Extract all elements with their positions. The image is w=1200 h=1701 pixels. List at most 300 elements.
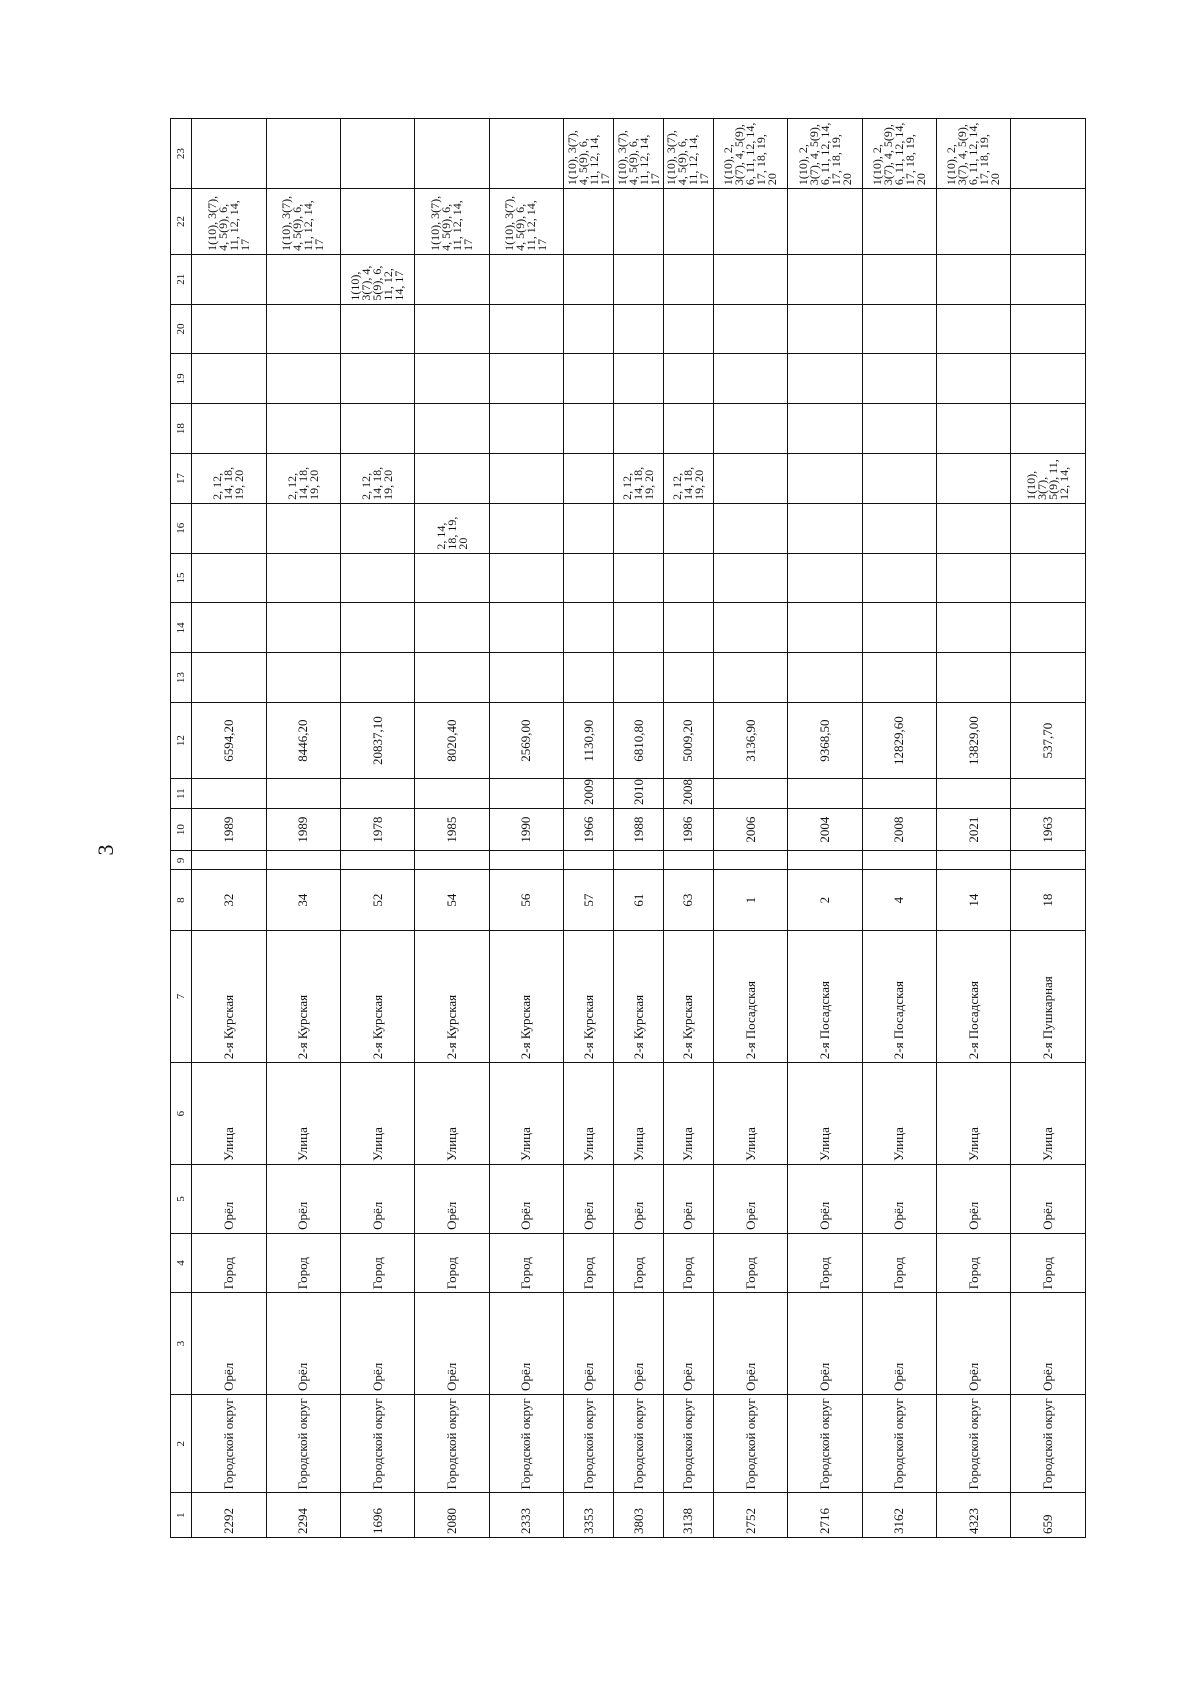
table-cell: 2, 12, 14, 18, 19, 20	[614, 454, 664, 504]
table-cell	[713, 404, 787, 454]
table-cell	[266, 119, 340, 189]
table-row	[937, 119, 1011, 1538]
table-cell: 4	[862, 870, 936, 930]
table-cell	[266, 653, 340, 703]
table-cell	[788, 354, 862, 404]
table-cell	[664, 653, 714, 703]
table-cell: 2, 12, 14, 18, 19, 20	[341, 454, 415, 504]
table-cell	[1011, 503, 1086, 553]
table-cell	[1011, 189, 1086, 255]
table-cell: Орёл	[713, 1165, 787, 1234]
table-cell	[564, 354, 614, 404]
table-cell	[664, 354, 714, 404]
table-cell: 14	[937, 870, 1011, 930]
table-cell	[614, 304, 664, 354]
table-cell	[713, 653, 787, 703]
table-cell: 32	[192, 870, 266, 930]
table-cell: Городской округ	[862, 1394, 936, 1493]
column-header: 18	[171, 404, 192, 454]
table-cell	[664, 304, 714, 354]
table-cell: 1(10), 3(7), 4, 5(9), 6, 11, 12, 14, 17	[341, 254, 415, 304]
column-header: 11	[171, 779, 192, 809]
table-cell	[415, 254, 489, 304]
table-cell	[788, 603, 862, 653]
table-cell	[664, 254, 714, 304]
table-cell: Улица	[489, 1063, 563, 1165]
table-cell: Орёл	[192, 1165, 266, 1234]
table-cell: 2, 12, 14, 18, 19, 20	[192, 454, 266, 504]
table-row	[788, 119, 862, 1538]
table-cell	[937, 653, 1011, 703]
table-cell: Город	[862, 1233, 936, 1292]
table-cell	[937, 189, 1011, 255]
table-cell: Орёл	[1011, 1165, 1086, 1234]
table-cell	[415, 779, 489, 809]
table-cell	[1011, 653, 1086, 703]
table-cell: Улица	[341, 1063, 415, 1165]
table-cell	[937, 404, 1011, 454]
table-cell	[489, 354, 563, 404]
table-cell	[1011, 254, 1086, 304]
table-cell: Орёл	[862, 1165, 936, 1234]
table-cell	[614, 254, 664, 304]
table-cell	[341, 603, 415, 653]
table-cell: 1986	[664, 808, 714, 850]
table-cell: Орёл	[788, 1165, 862, 1234]
column-header: 10	[171, 808, 192, 850]
table-cell	[614, 851, 664, 870]
table-cell: 1(10), 2, 3(7), 4, 5(9), 6, 11, 12, 14, 17, 18, 19, 20	[937, 119, 1011, 189]
table-cell: 13829,00	[937, 703, 1011, 779]
table-cell: Городской округ	[489, 1394, 563, 1493]
table-cell	[862, 189, 936, 255]
table-cell: 1(10), 3(7), 4, 5(9), 6, 11, 12, 14, 17	[415, 189, 489, 255]
table-cell: Орёл	[266, 1165, 340, 1234]
table-cell: Городской округ	[564, 1394, 614, 1493]
table-cell	[713, 189, 787, 255]
table-row	[415, 119, 489, 1538]
table-cell	[564, 553, 614, 603]
table-cell: 1978	[341, 808, 415, 850]
table-cell	[489, 454, 563, 504]
column-header: 9	[171, 851, 192, 870]
table-cell	[266, 404, 340, 454]
table-cell: 6810,80	[614, 703, 664, 779]
page-number: 3	[93, 844, 118, 856]
table-cell: 2-я Курская	[664, 930, 714, 1062]
column-header: 17	[171, 454, 192, 504]
table-cell	[192, 354, 266, 404]
table-cell	[862, 653, 936, 703]
table-cell: 2716	[788, 1493, 862, 1538]
table-cell	[1011, 304, 1086, 354]
table-cell	[415, 851, 489, 870]
table-cell	[192, 653, 266, 703]
column-header: 14	[171, 603, 192, 653]
column-header: 7	[171, 930, 192, 1062]
column-header: 1	[171, 1493, 192, 1538]
table-cell: 8446,20	[266, 703, 340, 779]
table-cell: 2-я Посадская	[788, 930, 862, 1062]
table-cell: 1(10), 3(7), 4, 5(9), 6, 11, 12, 14, 17	[489, 189, 563, 255]
table-row	[614, 119, 664, 1538]
table-cell	[664, 189, 714, 255]
table-cell	[564, 189, 614, 255]
table-cell	[862, 454, 936, 504]
table-cell: Орёл	[489, 1293, 563, 1395]
table-cell	[341, 119, 415, 189]
table-cell: Орёл	[341, 1293, 415, 1395]
table-cell: 2	[788, 870, 862, 930]
table-cell	[341, 779, 415, 809]
table-cell: 3138	[664, 1493, 714, 1538]
table-cell	[664, 553, 714, 603]
table-cell	[192, 119, 266, 189]
table-cell	[862, 254, 936, 304]
table-cell	[192, 603, 266, 653]
table-cell	[266, 779, 340, 809]
table-row	[862, 119, 936, 1538]
table-cell: Городской округ	[713, 1394, 787, 1493]
table-cell: 2-я Курская	[489, 930, 563, 1062]
table-cell: Улица	[664, 1063, 714, 1165]
table-cell	[788, 454, 862, 504]
table-cell: Город	[664, 1233, 714, 1292]
table-row	[564, 119, 614, 1538]
table-cell	[341, 503, 415, 553]
table-cell: 1696	[341, 1493, 415, 1538]
table-cell	[664, 851, 714, 870]
table-cell	[341, 189, 415, 255]
table-cell: 3136,90	[713, 703, 787, 779]
table-cell: Улица	[862, 1063, 936, 1165]
table-cell	[564, 603, 614, 653]
table-cell	[564, 404, 614, 454]
table-cell: Улица	[614, 1063, 664, 1165]
table-cell: Орёл	[664, 1165, 714, 1234]
table-cell: Орёл	[192, 1293, 266, 1395]
table-cell: 54	[415, 870, 489, 930]
table-cell: Орёл	[614, 1165, 664, 1234]
table-cell	[489, 404, 563, 454]
table-cell	[489, 603, 563, 653]
table-cell	[713, 503, 787, 553]
table-cell: 1(10), 3(7), 4, 5(9), 6, 11, 12, 14, 17	[564, 119, 614, 189]
column-header: 6	[171, 1063, 192, 1165]
table-cell: Улица	[415, 1063, 489, 1165]
table-cell	[192, 254, 266, 304]
table-cell: 1130,90	[564, 703, 614, 779]
table-cell: Город	[614, 1233, 664, 1292]
table-cell	[192, 553, 266, 603]
table-cell: Город	[788, 1233, 862, 1292]
table-cell	[937, 354, 1011, 404]
table-cell: 1(10), 3(7), 4, 5(9), 6, 11, 12, 14, 17	[664, 119, 714, 189]
table-cell: 3353	[564, 1493, 614, 1538]
table-cell	[788, 653, 862, 703]
table-cell: 2, 12, 14, 18, 19, 20	[266, 454, 340, 504]
table-cell	[415, 354, 489, 404]
table-cell: Улица	[937, 1063, 1011, 1165]
table-cell	[415, 653, 489, 703]
table-cell: 1(10), 2, 3(7), 4, 5(9), 6, 11, 12, 14, 17, 18, 19, 20	[713, 119, 787, 189]
table-cell: 61	[614, 870, 664, 930]
table-cell: 659	[1011, 1493, 1086, 1538]
table-cell: Улица	[266, 1063, 340, 1165]
table-cell	[1011, 404, 1086, 454]
table-cell	[937, 304, 1011, 354]
column-header: 23	[171, 119, 192, 189]
table-cell	[788, 404, 862, 454]
table-cell: 2080	[415, 1493, 489, 1538]
column-header: 20	[171, 304, 192, 354]
column-header: 2	[171, 1394, 192, 1493]
table-cell	[1011, 553, 1086, 603]
table-cell: 3803	[614, 1493, 664, 1538]
table-cell	[564, 851, 614, 870]
table-row	[341, 119, 415, 1538]
table-cell	[341, 553, 415, 603]
table-cell: 4323	[937, 1493, 1011, 1538]
table-cell	[862, 304, 936, 354]
table-cell	[937, 503, 1011, 553]
table-cell	[664, 603, 714, 653]
table-cell: 2004	[788, 808, 862, 850]
registry-table	[170, 118, 1086, 1538]
table-cell: Город	[341, 1233, 415, 1292]
table-row	[192, 119, 266, 1538]
table-cell: Городской округ	[415, 1394, 489, 1493]
table-cell: Улица	[192, 1063, 266, 1165]
table-cell: 6594,20	[192, 703, 266, 779]
table-cell: 9368,50	[788, 703, 862, 779]
table-cell: Орёл	[937, 1293, 1011, 1395]
table-cell: 2-я Курская	[341, 930, 415, 1062]
table-cell	[341, 653, 415, 703]
table-cell	[614, 354, 664, 404]
table-cell	[489, 553, 563, 603]
table-cell	[713, 851, 787, 870]
table-cell: 2010	[614, 779, 664, 809]
column-header: 3	[171, 1293, 192, 1395]
table-cell: 63	[664, 870, 714, 930]
column-header: 16	[171, 503, 192, 553]
table-cell: Орёл	[489, 1165, 563, 1234]
table-cell: 2-я Посадская	[862, 930, 936, 1062]
table-cell	[415, 603, 489, 653]
table-cell: 2-я Курская	[415, 930, 489, 1062]
table-cell: Орёл	[937, 1165, 1011, 1234]
table-cell: 18	[1011, 870, 1086, 930]
table-cell: 1(10), 3(7), 4, 5(9), 6, 11, 12, 14, 17	[614, 119, 664, 189]
table-cell: Городской округ	[937, 1394, 1011, 1493]
table-cell	[614, 653, 664, 703]
registry-table-sheet	[170, 118, 1086, 1538]
table-cell: 5009,20	[664, 703, 714, 779]
column-header: 15	[171, 553, 192, 603]
table-cell	[341, 354, 415, 404]
table-cell	[266, 503, 340, 553]
table-cell: Орёл	[415, 1293, 489, 1395]
table-cell: Город	[266, 1233, 340, 1292]
table-cell: Городской округ	[664, 1394, 714, 1493]
table-cell	[266, 354, 340, 404]
table-cell	[415, 304, 489, 354]
table-cell	[614, 603, 664, 653]
table-cell	[713, 553, 787, 603]
table-cell: 2-я Курская	[564, 930, 614, 1062]
table-cell	[192, 779, 266, 809]
table-cell	[489, 304, 563, 354]
table-cell: 1(10), 3(7), 5(9), 11, 12, 14,	[1011, 454, 1086, 504]
table-cell: Город	[713, 1233, 787, 1292]
table-cell: 1(10), 3(7), 4, 5(9), 6, 11, 12, 14, 17	[192, 189, 266, 255]
table-cell: 1966	[564, 808, 614, 850]
table-cell	[266, 851, 340, 870]
table-cell: Орёл	[664, 1293, 714, 1395]
table-cell: 1963	[1011, 808, 1086, 850]
table-cell	[713, 304, 787, 354]
table-cell: Орёл	[564, 1165, 614, 1234]
table-cell	[614, 503, 664, 553]
table-cell	[788, 304, 862, 354]
table-cell: 2-я Пушкарная	[1011, 930, 1086, 1062]
table-cell	[1011, 119, 1086, 189]
table-cell: 1988	[614, 808, 664, 850]
table-cell	[564, 254, 614, 304]
table-cell: 8020,40	[415, 703, 489, 779]
table-cell	[192, 851, 266, 870]
table-cell	[564, 304, 614, 354]
table-cell	[1011, 354, 1086, 404]
column-header: 4	[171, 1233, 192, 1292]
table-cell: 57	[564, 870, 614, 930]
table-cell: Городской округ	[266, 1394, 340, 1493]
table-cell	[415, 119, 489, 189]
table-row	[713, 119, 787, 1538]
table-cell	[614, 189, 664, 255]
column-header: 13	[171, 653, 192, 703]
table-cell	[862, 603, 936, 653]
table-cell	[664, 404, 714, 454]
table-cell	[341, 404, 415, 454]
table-cell: 2006	[713, 808, 787, 850]
table-cell: 2, 14, 18, 19, 20	[415, 503, 489, 553]
table-cell	[713, 254, 787, 304]
table-cell: 2021	[937, 808, 1011, 850]
table-cell	[788, 254, 862, 304]
table-cell: 2008	[862, 808, 936, 850]
table-cell	[415, 454, 489, 504]
table-cell: 20837,10	[341, 703, 415, 779]
table-cell: Город	[489, 1233, 563, 1292]
table-cell	[266, 254, 340, 304]
table-cell: 2292	[192, 1493, 266, 1538]
table-cell: 1990	[489, 808, 563, 850]
table-cell: Город	[564, 1233, 614, 1292]
table-cell	[1011, 603, 1086, 653]
table-cell: Городской округ	[1011, 1394, 1086, 1493]
table-cell	[713, 454, 787, 504]
table-cell: Городской округ	[614, 1394, 664, 1493]
table-cell	[489, 503, 563, 553]
table-cell: 1(10), 3(7), 4, 5(9), 6, 11, 12, 14, 17	[266, 189, 340, 255]
table-cell	[341, 304, 415, 354]
table-cell: 52	[341, 870, 415, 930]
table-cell	[1011, 779, 1086, 809]
table-cell: Орёл	[341, 1165, 415, 1234]
table-cell: Орёл	[862, 1293, 936, 1395]
table-cell	[192, 404, 266, 454]
table-cell	[862, 553, 936, 603]
table-cell: Улица	[1011, 1063, 1086, 1165]
table-cell	[266, 553, 340, 603]
table-cell: 1(10), 2, 3(7), 4, 5(9), 6, 11, 12, 14, 17, 18, 19, 20	[862, 119, 936, 189]
table-cell: 2-я Посадская	[713, 930, 787, 1062]
table-cell: 2294	[266, 1493, 340, 1538]
table-cell	[862, 779, 936, 809]
column-header: 12	[171, 703, 192, 779]
table-cell: 1	[713, 870, 787, 930]
table-cell	[614, 553, 664, 603]
table-cell: 2008	[664, 779, 714, 809]
table-cell	[489, 851, 563, 870]
table-cell	[664, 503, 714, 553]
table-cell	[788, 503, 862, 553]
column-header: 19	[171, 354, 192, 404]
table-cell	[489, 254, 563, 304]
table-cell: 2-я Курская	[266, 930, 340, 1062]
table-cell: Городской округ	[788, 1394, 862, 1493]
table-cell: 2752	[713, 1493, 787, 1538]
table-cell: Городской округ	[341, 1394, 415, 1493]
table-cell	[489, 779, 563, 809]
table-cell: 56	[489, 870, 563, 930]
table-cell: Город	[937, 1233, 1011, 1292]
table-cell	[415, 404, 489, 454]
table-cell: 34	[266, 870, 340, 930]
table-row	[664, 119, 714, 1538]
table-cell	[937, 603, 1011, 653]
table-cell	[937, 553, 1011, 603]
column-header: 21	[171, 254, 192, 304]
table-cell	[415, 553, 489, 603]
table-cell	[192, 304, 266, 354]
table-cell: 12829,60	[862, 703, 936, 779]
header-row	[171, 119, 192, 1538]
table-cell	[862, 354, 936, 404]
table-cell	[1011, 851, 1086, 870]
table-cell: Орёл	[564, 1293, 614, 1395]
table-row	[266, 119, 340, 1538]
table-cell	[713, 779, 787, 809]
column-header: 5	[171, 1165, 192, 1234]
table-cell	[788, 851, 862, 870]
table-cell	[862, 503, 936, 553]
table-row	[489, 119, 563, 1538]
table-cell: Город	[1011, 1233, 1086, 1292]
table-cell	[266, 304, 340, 354]
table-cell	[266, 603, 340, 653]
table-cell: 2569,00	[489, 703, 563, 779]
table-cell	[937, 851, 1011, 870]
table-cell: 2-я Курская	[192, 930, 266, 1062]
table-cell	[614, 404, 664, 454]
table-cell	[564, 503, 614, 553]
table-cell: Улица	[788, 1063, 862, 1165]
table-cell	[713, 603, 787, 653]
table-cell	[937, 454, 1011, 504]
